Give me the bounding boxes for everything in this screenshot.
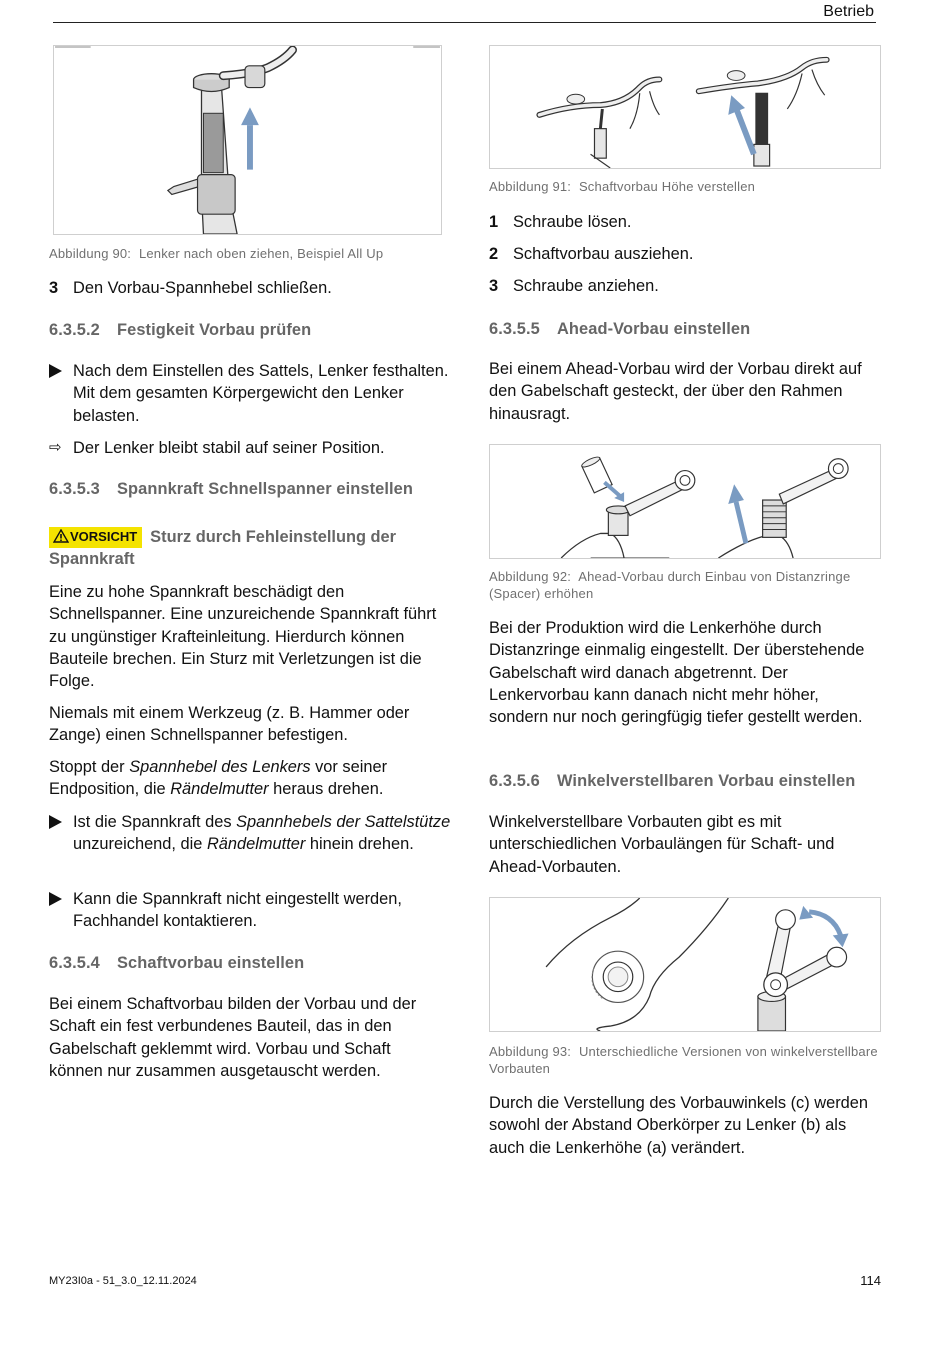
italic-term: Spannhebels der Sattelstütze xyxy=(236,813,451,831)
step-3 xyxy=(49,277,332,299)
heading-text: Winkelverstellbaren Vorbau einstellen xyxy=(557,772,856,790)
caption-label: Abbildung 92: xyxy=(489,569,572,584)
result-arrow-icon: ⇨ xyxy=(49,439,62,456)
heading-number: 6.3.5.5 xyxy=(489,320,540,338)
figure-90-illustration xyxy=(54,46,441,234)
heading-6-3-5-5 xyxy=(489,320,750,339)
paragraph-werkzeug: Niemals mit einem Werkzeug (z. B. Hammer oder Zange) einen Schnellspanner befestigen. xyxy=(49,704,410,745)
text-run: hinein drehen. xyxy=(305,835,414,854)
step-number: 3 xyxy=(49,279,59,297)
heading-text: Spannkraft Schnellspanner einstellen xyxy=(117,480,413,498)
heading-number: 6.3.5.4 xyxy=(49,954,100,972)
figure-92 xyxy=(489,444,881,559)
figure-90 xyxy=(53,45,442,235)
bullet-text: Kann die Spannkraft nicht eingestellt werden, Fachhandel kontaktieren. xyxy=(73,890,402,931)
paragraph-stoppt xyxy=(49,756,429,801)
figure-92-caption xyxy=(489,568,881,602)
document-id: MY23I0a - 51_3.0_12.11.2024 xyxy=(49,1275,197,1287)
bullet-text: Nach dem Einstellen des Sattels, Lenker festhalten. Mit dem gesamten Körpergewicht den Lenker belasten. xyxy=(73,362,449,425)
warning-badge-text: VORSICHT xyxy=(70,529,138,544)
step-number: 3 xyxy=(489,277,499,295)
warning-heading xyxy=(49,526,429,571)
figure-91-illustration xyxy=(490,46,880,168)
heading-6-3-5-3 xyxy=(49,480,413,499)
caption-text: Lenker nach oben ziehen, Beispiel All Up xyxy=(138,246,384,261)
paragraph-winkelverstellbar: Winkelverstellbare Vorbauten gibt es mit unterschiedlichen Vorbaulängen für Schaft- und Ahead-Vorbauten. xyxy=(489,813,835,876)
heading-text: Festigkeit Vorbau prüfen xyxy=(117,321,312,339)
step-3 xyxy=(489,275,659,297)
instruction-bullet xyxy=(49,888,465,933)
caption-text: Schaftvorbau Höhe verstellen xyxy=(578,179,756,194)
triangle-bullet-icon xyxy=(49,360,73,384)
heading-text: Schaftvorbau einstellen xyxy=(117,954,305,972)
paragraph-schaftvorbau: Bei einem Schaftvorbau bilden der Vorbau und der Schaft ein fest verbundenes Bauteil, das in den Gabelschaft geklemmt wird. Vorbau und Schaft können nur zusammen ausgetauscht werden. xyxy=(49,995,417,1080)
caption-label: Abbildung 93: xyxy=(489,1044,572,1059)
warning-triangle-icon xyxy=(53,529,69,543)
triangle-bullet-icon xyxy=(49,888,73,912)
step-text: Schaftvorbau ausziehen. xyxy=(513,245,694,263)
result-line xyxy=(49,437,453,459)
step-text: Schraube anziehen. xyxy=(513,277,659,295)
step-1 xyxy=(489,211,631,233)
heading-number: 6.3.5.3 xyxy=(49,480,100,498)
heading-6-3-5-6 xyxy=(489,772,855,791)
figure-93-caption xyxy=(489,1043,881,1077)
page-number: 114 xyxy=(860,1273,881,1288)
warning-title: Sturz durch Fehleinstellung der Spannkraft xyxy=(49,528,397,569)
section-title: Betrieb xyxy=(823,3,874,20)
step-number: 1 xyxy=(489,213,499,231)
step-2 xyxy=(489,243,693,265)
heading-number: 6.3.5.6 xyxy=(489,772,540,790)
figure-92-illustration xyxy=(490,445,880,558)
instruction-bullet xyxy=(49,811,453,856)
step-number: 2 xyxy=(489,245,499,263)
italic-term: Rändelmutter xyxy=(170,780,269,799)
instruction-bullet xyxy=(49,360,453,427)
italic-term: Rändelmutter xyxy=(206,835,306,854)
text-run: heraus drehen. xyxy=(268,780,384,799)
triangle-bullet-icon xyxy=(49,811,73,835)
caption-text: Unterschiedliche Versionen von winkelverstellbare Vorbauten xyxy=(489,1044,878,1076)
step-text: Schraube lösen. xyxy=(513,213,632,231)
result-text: Der Lenker bleibt stabil auf seiner Position. xyxy=(73,439,385,457)
figure-93-illustration xyxy=(490,898,880,1031)
paragraph-spannkraft: Eine zu hohe Spannkraft beschädigt den Schnellspanner. Eine unzureichende Spannkraft führt zu ungünstiger Krafteinleitung. Hierdurch können Bauteile brechen. Ein Sturz mit Verletzungen ist die Folge. xyxy=(49,583,437,691)
caption-text: Ahead-Vorbau durch Einbau von Distanzringe (Spacer) erhöhen xyxy=(489,569,851,601)
paragraph-vorbauwinkel: Durch die Verstellung des Vorbauwinkels (c) werden sowohl der Abstand Oberkörper zu Lenker (b) als auch die Lenkerhöhe (a) verändert. xyxy=(489,1094,869,1157)
paragraph-ahead-vorbau: Bei einem Ahead-Vorbau wird der Vorbau direkt auf den Gabelschaft gesteckt, der über den Rahmen hinausragt. xyxy=(489,360,862,423)
heading-6-3-5-2 xyxy=(49,321,311,340)
figure-90-caption xyxy=(49,245,449,262)
text-run: Stoppt der xyxy=(49,758,130,776)
caption-label: Abbildung 90: xyxy=(49,246,132,261)
heading-text: Ahead-Vorbau einstellen xyxy=(557,320,751,338)
paragraph-produktion: Bei der Produktion wird die Lenkerhöhe durch Distanzringe einmalig eingestellt. Der überstehende Gabelschaft wird danach abgetrennt. Der Lenkervorbau kann danach nicht mehr höher, sondern nur noch geringfügig tiefer gestellt werden. xyxy=(489,619,865,727)
step-text: Den Vorbau-Spannhebel schließen. xyxy=(73,279,332,297)
header-rule xyxy=(53,22,876,23)
heading-number: 6.3.5.2 xyxy=(49,321,100,339)
text-run: vor seiner Endposition, die xyxy=(49,758,388,799)
figure-93 xyxy=(489,897,881,1032)
text-run: Ist die Spannkraft des xyxy=(73,813,237,831)
figure-91-caption xyxy=(489,178,881,195)
warning-badge xyxy=(49,527,142,548)
text-run: unzureichend, die xyxy=(73,835,207,854)
heading-6-3-5-4 xyxy=(49,954,304,973)
figure-91 xyxy=(489,45,881,169)
caption-label: Abbildung 91: xyxy=(489,179,572,194)
italic-term: Spannhebel des Lenkers xyxy=(129,758,311,776)
